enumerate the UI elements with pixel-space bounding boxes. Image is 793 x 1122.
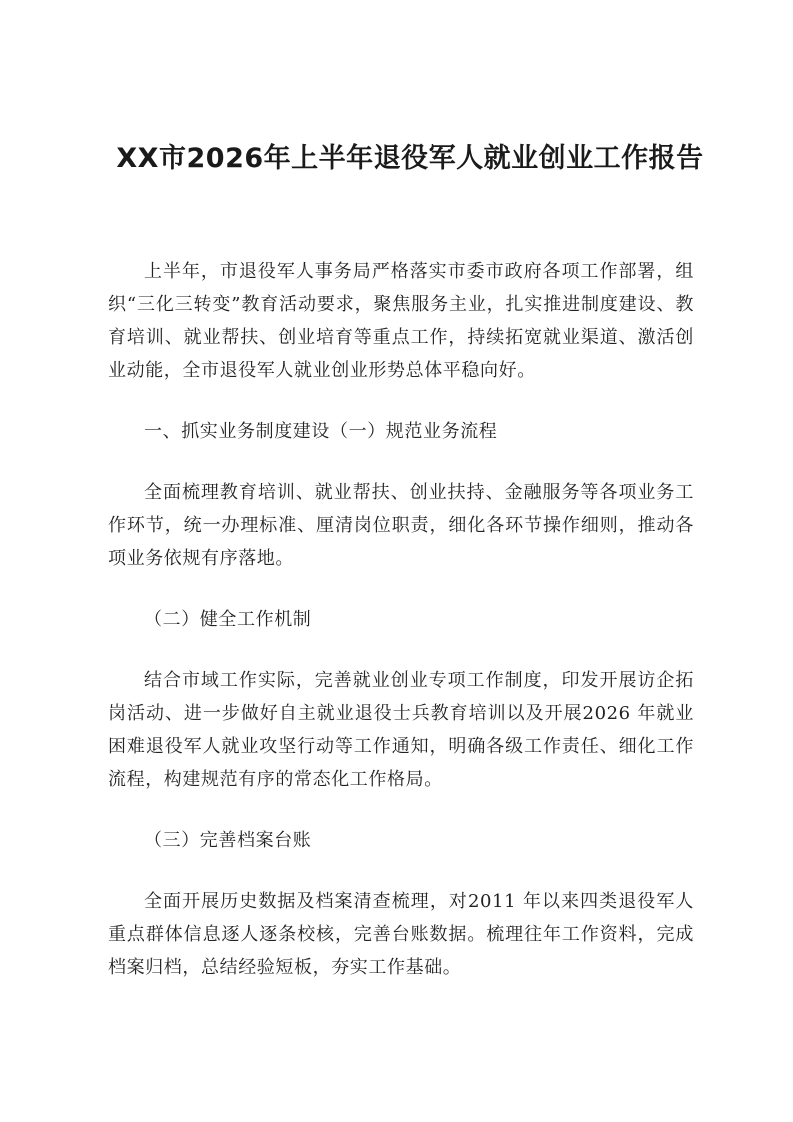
paragraph-mechanism: 结合市域工作实际，完善就业创业专项工作制度，印发开展访企拓岗活动、进一步做好自主就业退役士兵教育培训以及开展2026 年就业困难退役军人就业攻坚行动等工作通知，明确各级工作责任、细化工作流程，构建规范有序的常态化工作格局。: [108, 670, 694, 790]
paragraph-workflow: 全面梳理教育培训、就业帮扶、创业扶持、金融服务等各项业务工作环节，统一办理标准、厘清岗位职责，细化各环节操作细则，推动各项业务依规有序落地。: [108, 482, 694, 569]
document-title: XX市2026年上半年退役军人就业创业工作报告: [116, 143, 704, 174]
section-heading-2: （二）健全工作机制: [144, 609, 312, 630]
document-body: [108, 255, 694, 1012]
paragraph-intro: 上半年，市退役军人事务局严格落实市委市政府各项工作部署，组织“三化三转变”教育活动要求，聚焦服务主业，扎实推进制度建设、教育培训、就业帮扶、创业培育等重点工作，持续拓宽就业渠道、激活创业动能，全市退役军人就业创业形势总体平稳向好。: [108, 261, 694, 381]
paragraph-archives: 全面开展历史数据及档案清查梳理，对2011 年以来四类退役军人重点群体信息逐人逐条校核，完善台账数据。梳理往年工作资料，完成档案归档，总结经验短板，夯实工作基础。: [108, 891, 694, 978]
section-heading-3: （三）完善档案台账: [144, 830, 312, 851]
section-heading-1: 一、抓实业务制度建设（一）规范业务流程: [144, 421, 498, 442]
